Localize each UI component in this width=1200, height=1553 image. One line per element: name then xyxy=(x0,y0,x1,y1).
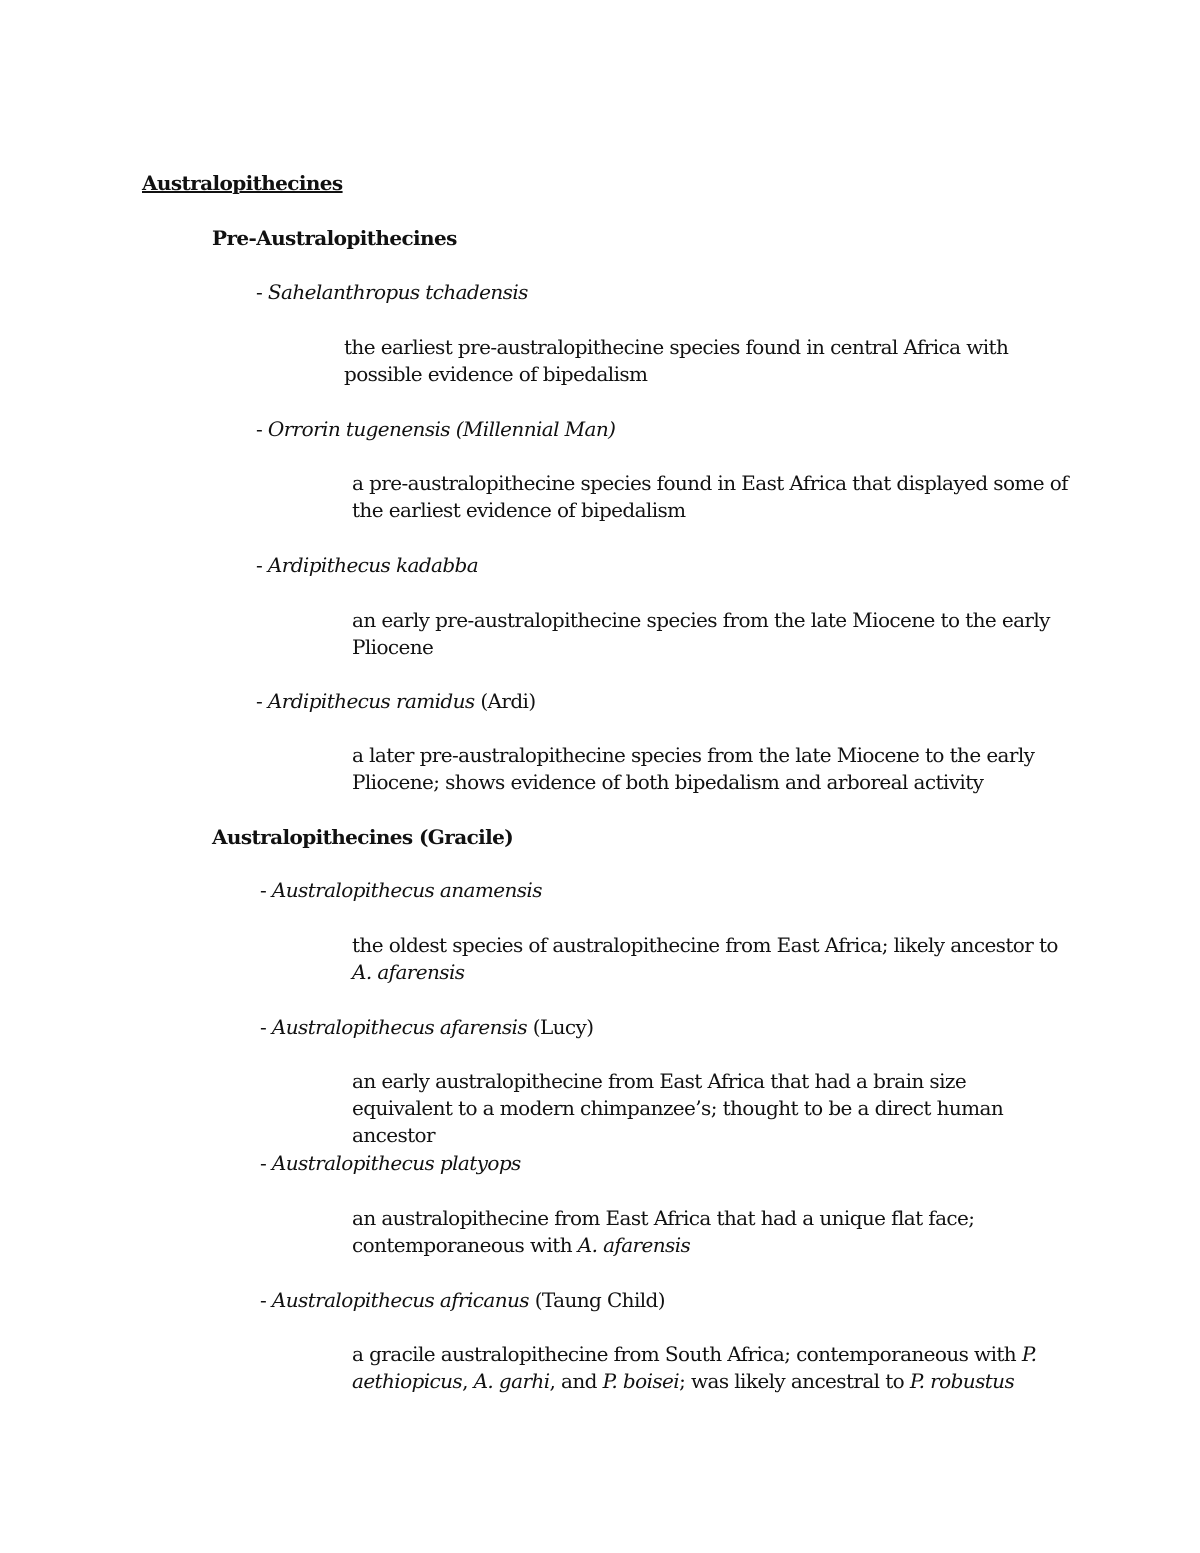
entry-dash: - xyxy=(260,1288,272,1312)
species-description: an australopithecine from East Africa that had a unique flat face; contemporaneous with A. afarensis xyxy=(352,1206,975,1257)
species-name: Ardipithecus ramidus xyxy=(267,689,475,713)
species-nickname: (Taung Child) xyxy=(528,1288,665,1312)
species-name: Sahelanthropus tchadensis xyxy=(267,280,528,304)
species-nickname: (Lucy) xyxy=(526,1015,594,1039)
species-description: the earliest pre-australopithecine species found in central Africa with possible evidence of bipedalism xyxy=(344,335,1009,386)
entry-dash: - xyxy=(256,689,268,713)
species-entry xyxy=(256,279,528,306)
entry-dash: - xyxy=(260,1015,272,1039)
document-title: Australopithecines xyxy=(142,171,343,195)
species-entry xyxy=(260,1287,665,1314)
species-name: Ardipithecus kadabba xyxy=(267,553,479,577)
species-entry xyxy=(260,877,542,904)
species-description: the oldest species of australopithecine from East Africa; likely ancestor to A. afarensis xyxy=(352,933,1058,984)
species-name: Australopithecus afarensis xyxy=(271,1015,527,1039)
species-name: Orrorin tugenensis (Millennial Man) xyxy=(267,417,616,441)
section-heading-pre-australopithecines: Pre-Australopithecines xyxy=(212,226,457,250)
species-description: a gracile australopithecine from South Africa; contemporaneous with P. aethiopicus, A. garhi, and P. boisei; was likely ancestral to P. robustus xyxy=(352,1342,1037,1393)
entry-dash: - xyxy=(256,417,268,441)
entry-dash: - xyxy=(260,878,272,902)
species-entry xyxy=(256,552,478,579)
species-entry xyxy=(260,1150,521,1177)
species-description: a later pre-australopithecine species from the late Miocene to the early Pliocene; shows evidence of both bipedalism and arboreal activity xyxy=(352,743,1035,794)
species-description: a pre-australopithecine species found in East Africa that displayed some of the earliest evidence of bipedalism xyxy=(352,471,1068,522)
entry-dash: - xyxy=(256,553,268,577)
species-name: Australopithecus anamensis xyxy=(271,878,542,902)
species-description: an early pre-australopithecine species from the late Miocene to the early Pliocene xyxy=(352,608,1050,659)
species-entry xyxy=(260,1014,593,1041)
species-entry xyxy=(256,688,536,715)
entry-dash: - xyxy=(256,280,268,304)
species-name: Australopithecus africanus xyxy=(271,1288,529,1312)
species-entry xyxy=(256,416,615,443)
entry-dash: - xyxy=(260,1151,272,1175)
species-nickname: (Ardi) xyxy=(474,689,536,713)
species-description: an early australopithecine from East Africa that had a brain size equivalent to a modern chimpanzee’s; thought to be a direct human ancestor xyxy=(352,1069,1004,1147)
species-name: Australopithecus platyops xyxy=(271,1151,521,1175)
section-heading-gracile: Australopithecines (Gracile) xyxy=(212,825,514,849)
